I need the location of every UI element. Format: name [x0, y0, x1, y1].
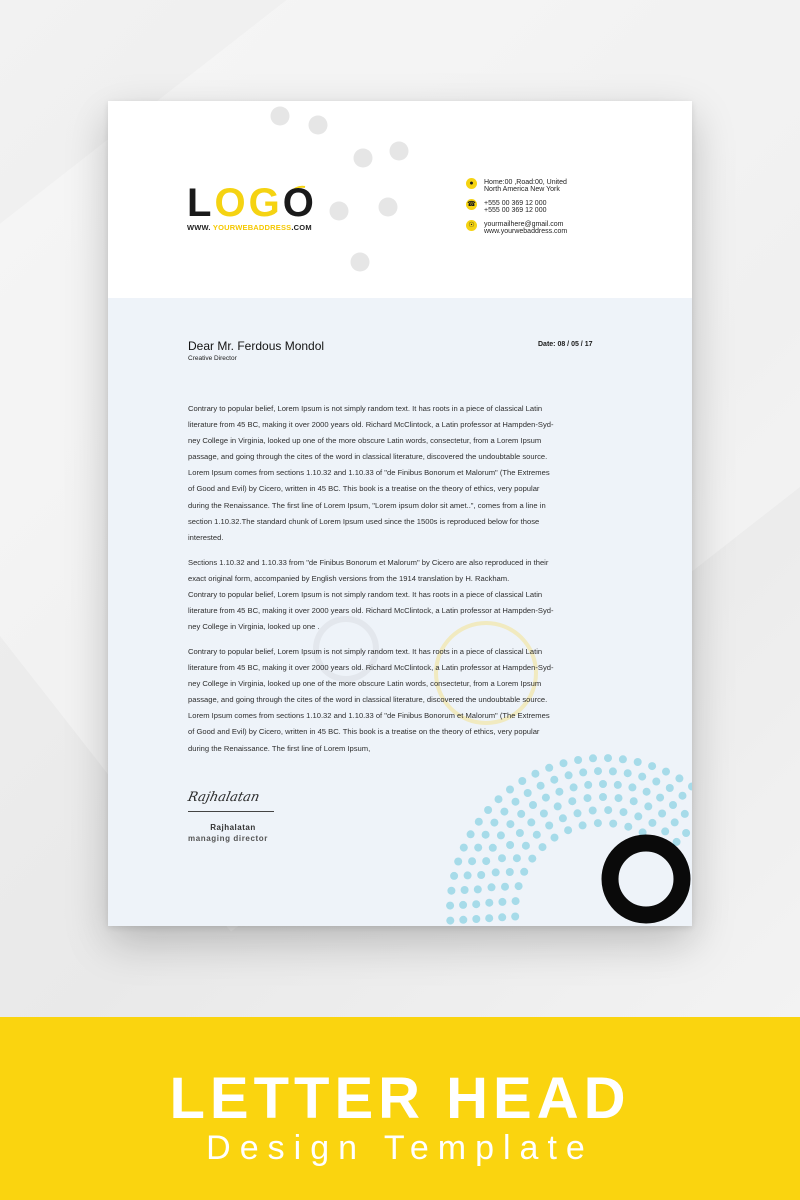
signer-title: managing director: [188, 834, 268, 843]
blue-dot: [482, 857, 490, 865]
contact-web: [468, 221, 568, 235]
logo-letter: L: [187, 181, 215, 225]
blue-dot: [620, 808, 628, 816]
blue-dot: [468, 857, 476, 865]
blue-dot: [599, 780, 607, 788]
blue-dot: [477, 871, 485, 879]
globe-icon: ☉: [466, 220, 477, 231]
blue-dot: [495, 795, 503, 803]
blue-dot: [497, 831, 505, 839]
blue-dot: [516, 829, 524, 837]
text-line: Lorem Ipsum comes from sections 1.10.32 and 1.10.33 of "de Finibus Bonorum et Malorum" (The Extremes: [188, 711, 550, 721]
blue-dot: [661, 827, 669, 835]
web-address: [187, 223, 312, 232]
text-line: Contrary to popular belief, Lorem Ipsum is not simply random text. It has roots in a piece of classical Latin: [188, 647, 543, 656]
blue-dot: [518, 777, 526, 785]
text-line: ney College in Virginia, looked up one of the more obscure Latin words, consectetur, from a Lorem Ipsum: [188, 679, 542, 689]
text-line: Sections 1.10.32 and 1.10.33 from "de Finibus Bonorum et Malorum" by Cicero are also reproduced in their: [188, 558, 549, 567]
blue-dot: [584, 781, 592, 789]
blue-dot: [524, 789, 532, 797]
paragraph-2: [188, 555, 596, 635]
phone-icon: ☎: [467, 201, 476, 208]
blue-dot: [644, 802, 652, 810]
letter-date: Date: 08 / 05 / 17: [538, 341, 593, 348]
blue-dot: [594, 819, 602, 827]
blue-dot: [555, 788, 563, 796]
blue-dot: [528, 855, 536, 863]
blue-dot: [681, 810, 689, 818]
blue-dot: [579, 821, 587, 829]
text-line: passage, and going through the cites of the word in classical literature, discovered the undoubtable source.: [188, 452, 548, 462]
blue-dot: [512, 798, 520, 806]
address-line-1: Home:00 ,Road:00, United: [484, 179, 567, 186]
blue-dot: [584, 794, 592, 802]
recipient-role: Creative Director: [188, 355, 237, 362]
blue-dot: [658, 810, 666, 818]
signature-line: [188, 811, 274, 812]
blue-dot: [489, 844, 497, 852]
paragraph-1: [188, 401, 596, 546]
blue-dot: [604, 806, 612, 814]
blue-dot: [475, 818, 483, 826]
blue-dot: [474, 844, 482, 852]
text-line: of Good and Evil) by Cicero, written in 45 BC. This book is a treatise on the theory of ethics, very popular: [188, 727, 540, 737]
text-line: during the Renaissance. The first line of Lorem Ipsum,: [188, 743, 371, 753]
blue-dot: [550, 776, 558, 784]
blue-dot: [614, 781, 622, 789]
blue-dot: [643, 788, 651, 796]
blue-dot: [619, 755, 627, 763]
blue-dot: [490, 819, 498, 827]
blue-dot: [634, 758, 642, 766]
blue-dot: [506, 868, 514, 876]
text-line: exact original form, accompanied by English versions from the 1914 translation by H. Rackham.: [188, 574, 510, 584]
blue-dot: [520, 868, 528, 876]
blue-dot: [498, 898, 506, 906]
signature-script: Rajhalatan: [186, 790, 261, 805]
web-suffix: .COM: [291, 223, 312, 232]
text-line: during the Renaissance. The first line of Lorem Ipsum, "Lorem ipsum dolor sit amet..", comes from a line in: [188, 500, 546, 510]
blue-dot: [527, 818, 535, 826]
grey-dot: [379, 198, 398, 217]
blue-dot: [579, 768, 587, 776]
text-line: literature from 45 BC, making it over 2000 years old. Richard McClintock, a Latin professor at Hampden-Syd-: [188, 606, 554, 616]
grey-dot: [354, 149, 373, 168]
blue-dot: [511, 913, 519, 921]
blue-dot: [474, 885, 482, 893]
blue-dot: [461, 886, 469, 894]
logo-wordmark: [187, 183, 317, 223]
blue-dot: [467, 830, 475, 838]
blue-dot: [446, 902, 454, 910]
blue-dot: [459, 916, 467, 924]
text-line: Lorem Ipsum comes from sections 1.10.32 and 1.10.33 of "de Finibus Bonorum et Malorum" (The Extremes: [188, 468, 550, 478]
email-text: yourmailhere@gmail.com: [484, 221, 564, 228]
blue-dot: [464, 871, 472, 879]
blue-dot: [559, 814, 567, 822]
blue-dot: [615, 794, 623, 802]
text-line: literature from 45 BC, making it over 2000 years old. Richard McClintock, a Latin professor at Hampden-Syd-: [188, 420, 554, 430]
blue-dot: [506, 841, 514, 849]
blue-dot: [630, 797, 638, 805]
recipient-name: Dear Mr. Ferdous Mondol: [188, 339, 325, 353]
contact-phone: [467, 200, 547, 214]
blue-dot: [624, 769, 632, 777]
blue-dot: [529, 801, 537, 809]
blue-dot: [560, 759, 568, 767]
phone-line-1: +555 00 369 12 000: [484, 200, 547, 207]
blue-dot: [537, 782, 545, 790]
blue-dot: [522, 842, 530, 850]
address-line-2: North America New York: [484, 186, 560, 193]
blue-dot: [609, 820, 617, 828]
contact-address: [469, 179, 567, 193]
blue-dot: [609, 767, 617, 775]
blue-dot: [648, 762, 656, 770]
text-line: passage, and going through the cites of the word in classical literature, discovered the undoubtable source.: [188, 695, 548, 705]
logo-letter: O: [214, 181, 249, 225]
grey-dot: [390, 142, 409, 161]
blue-dot: [498, 913, 506, 921]
blue-dot: [482, 831, 490, 839]
blue-dot: [570, 783, 578, 791]
blue-dot: [533, 831, 541, 839]
web-prefix: WWW.: [187, 223, 211, 232]
blue-dot: [501, 883, 509, 891]
blue-dot: [484, 806, 492, 814]
blue-dot: [545, 822, 553, 830]
blue-dot: [517, 810, 525, 818]
blue-dot: [460, 844, 468, 852]
blue-dot: [472, 915, 480, 923]
blue-dot: [506, 820, 514, 828]
blue-dot: [488, 883, 496, 891]
text-line: section 1.10.32.The standard chunk of Lorem Ipsum used since the 1500s is reproduced below for those: [188, 516, 540, 526]
blue-dot: [666, 784, 674, 792]
blue-dot: [498, 854, 506, 862]
blue-dot: [656, 794, 664, 802]
blue-dot: [512, 897, 520, 905]
paragraph-3: [188, 644, 596, 757]
logo-letter: O: [282, 181, 317, 225]
banner-subtitle: Design Template: [206, 1129, 594, 1167]
blue-dot: [506, 786, 514, 794]
text-line: ney College in Virginia, looked up one of the more obscure Latin words, consectetur, from a Lorem Ipsum: [188, 436, 542, 446]
blue-dot: [539, 843, 547, 851]
signer-name: Rajhalatan: [210, 823, 256, 832]
blue-dot: [604, 754, 612, 762]
blue-dot: [545, 764, 553, 772]
blue-dot: [492, 868, 500, 876]
banner-title: LETTER HEAD: [169, 1066, 631, 1131]
blue-dot: [447, 887, 455, 895]
blue-dot: [669, 801, 677, 809]
blue-dot: [459, 901, 467, 909]
blue-dot: [551, 834, 559, 842]
website-text: www.yourwebaddress.com: [484, 228, 568, 235]
text-line: of Good and Evil) by Cicero, written in 45 BC. This book is a treatise on the theory of ethics, very popular: [188, 484, 540, 494]
text-line: ney College in Virginia, looked up one .: [188, 622, 320, 632]
blue-dot: [671, 818, 679, 826]
grey-dot: [351, 253, 370, 272]
blue-dot: [679, 792, 687, 800]
blue-dot: [652, 778, 660, 786]
blue-dot: [624, 823, 632, 831]
blue-dot: [446, 917, 454, 925]
grey-dot: [309, 116, 328, 135]
blue-dot: [682, 829, 690, 837]
blue-dot: [513, 854, 521, 862]
blue-dot: [564, 826, 572, 834]
text-line: Contrary to popular belief, Lorem Ipsum is not simply random text. It has roots in a piece of classical Latin: [188, 590, 543, 600]
blue-dot: [574, 809, 582, 817]
blue-dot: [515, 882, 523, 890]
blue-dot: [568, 797, 576, 805]
promo-banner: [0, 1017, 800, 1200]
blue-dot: [450, 872, 458, 880]
location-pin-icon: ●: [466, 178, 477, 189]
web-domain: YOURWEBADDRESS: [212, 223, 292, 232]
blue-dot: [454, 858, 462, 866]
blue-dot: [589, 807, 597, 815]
blue-dot: [662, 768, 670, 776]
blue-dot: [634, 812, 642, 820]
blue-dot: [500, 808, 508, 816]
text-line: interested.: [188, 532, 224, 542]
blue-dot: [574, 756, 582, 764]
blue-dot: [565, 771, 573, 779]
blue-dot: [688, 783, 692, 791]
black-ring: [610, 843, 682, 915]
blue-dot: [531, 770, 539, 778]
text-line: Contrary to popular belief, Lorem Ipsum is not simply random text. It has roots in a piece of classical Latin: [188, 404, 543, 413]
phone-line-2: +555 00 369 12 000: [484, 207, 547, 214]
blue-dot: [638, 773, 646, 781]
blue-dot: [485, 899, 493, 907]
grey-dot: [330, 202, 349, 221]
letterhead-paper: [108, 101, 692, 926]
blue-dot: [542, 794, 550, 802]
blue-dot: [540, 810, 548, 818]
blue-dot: [599, 793, 607, 801]
text-line: literature from 45 BC, making it over 2000 years old. Richard McClintock, a Latin professor at Hampden-Syd-: [188, 663, 554, 673]
grey-dot: [271, 107, 290, 126]
blue-dot: [485, 914, 493, 922]
logo-letter: G: [248, 181, 283, 225]
blue-dot: [554, 802, 562, 810]
blue-dot: [675, 774, 683, 782]
blue-dot: [648, 819, 656, 827]
blue-dot: [628, 783, 636, 791]
blue-dot: [472, 900, 480, 908]
blue-dot: [594, 767, 602, 775]
